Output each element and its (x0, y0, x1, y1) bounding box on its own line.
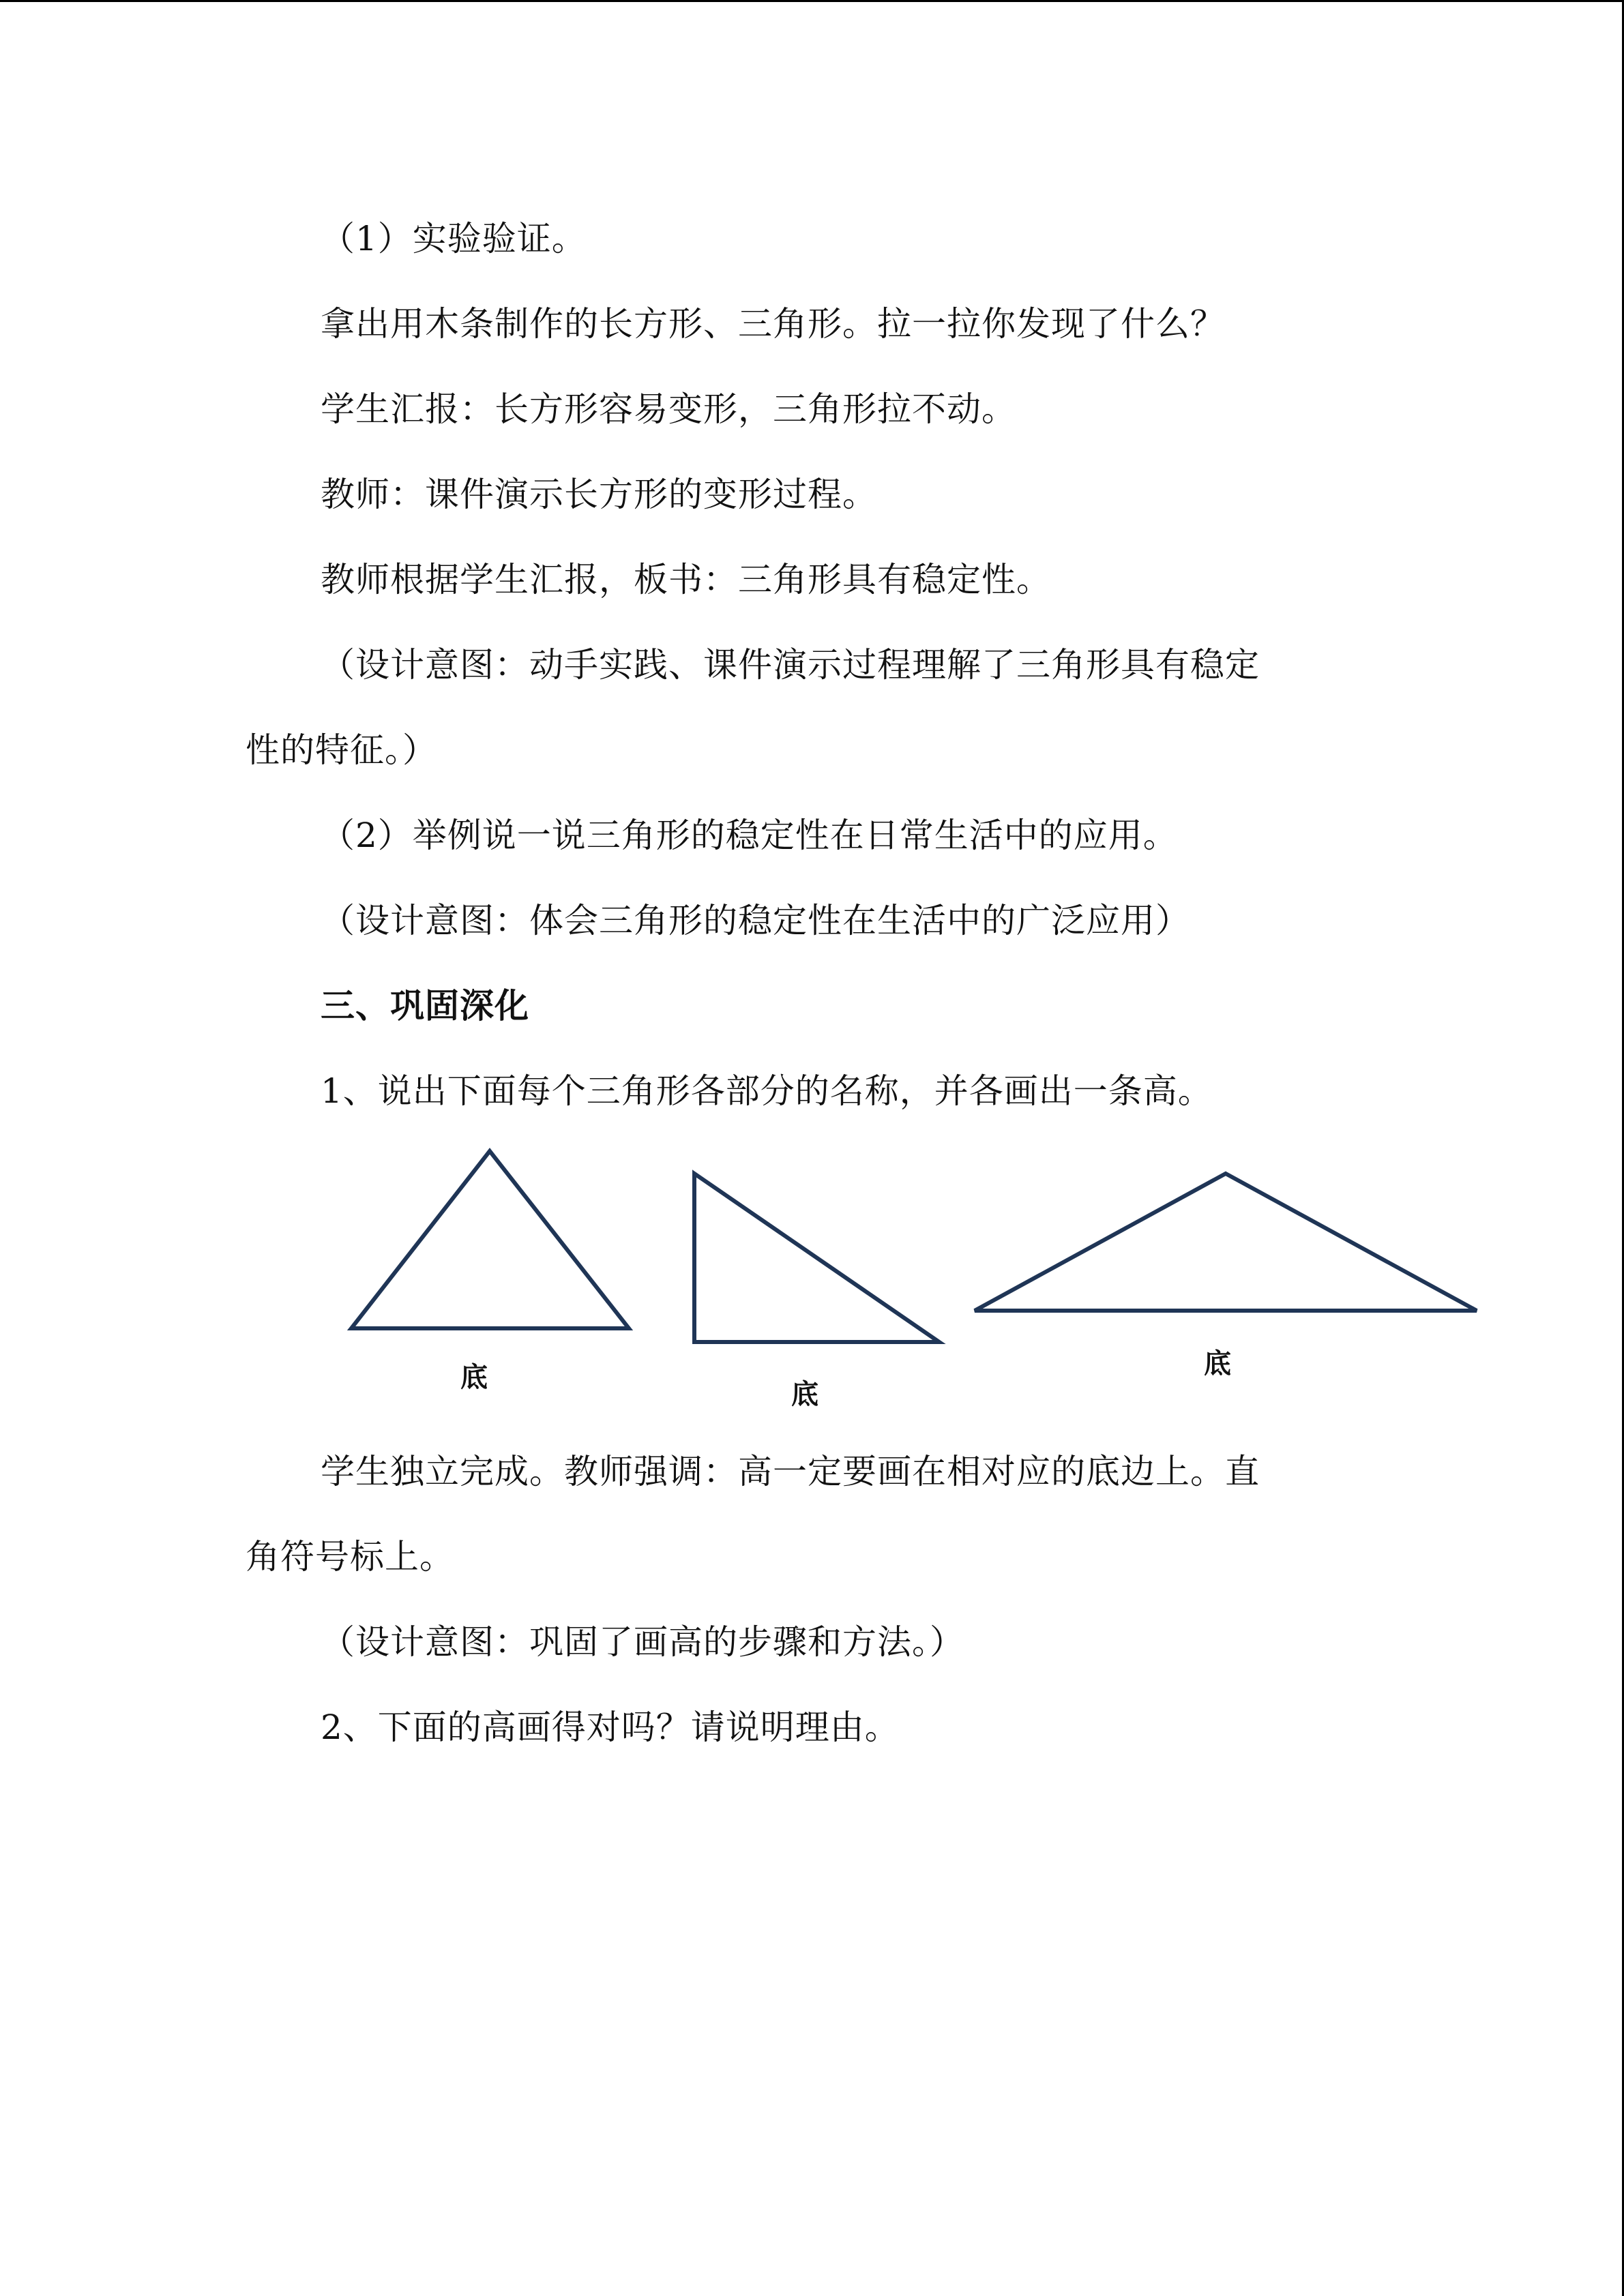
paragraph-teacher-demo: 教师：课件演示长方形的变形过程。 (321, 475, 877, 514)
triangle-right (694, 1174, 939, 1342)
paragraph-student-complete-a: 学生独立完成。教师强调：高一定要画在相对应的底边上。直 (321, 1452, 1260, 1491)
paragraph-student-complete-b: 角符号标上。 (246, 1537, 454, 1577)
triangle-acute (351, 1151, 629, 1328)
exercise-2: 2、下面的高画得对吗？请说明理由。 (321, 1708, 900, 1747)
paragraph-examples: （2）举例说一说三角形的稳定性在日常生活中的应用。 (321, 816, 1178, 855)
paragraph-wood-strips: 拿出用木条制作的长方形、三角形。拉一拉你发现了什么？ (321, 304, 1225, 344)
paragraph-student-report: 学生汇报：长方形容易变形，三角形拉不动。 (321, 389, 1016, 429)
base-label-2: 底 (791, 1379, 818, 1410)
base-label-3: 底 (1204, 1348, 1231, 1380)
paragraph-board-note: 教师根据学生汇报，板书：三角形具有稳定性。 (321, 560, 1051, 599)
paragraph-design-intent-1a: （设计意图：动手实践、课件演示过程理解了三角形具有稳定 (321, 645, 1260, 685)
paragraph-experiment-title: （1）实验验证。 (321, 219, 587, 258)
paragraph-design-intent-1b: 性的特征。） (246, 730, 437, 770)
exercise-1: 1、说出下面每个三角形各部分的名称，并各画出一条高。 (321, 1071, 1213, 1111)
section-heading: 三、巩固深化 (321, 985, 529, 1026)
base-label-1: 底 (460, 1362, 488, 1393)
triangle-obtuse (975, 1174, 1477, 1311)
page-border-top (0, 0, 1624, 2)
paragraph-design-intent-2: （设计意图：体会三角形的稳定性在生活中的广泛应用） (321, 901, 1190, 940)
paragraph-design-intent-3: （设计意图：巩固了画高的步骤和方法。） (321, 1622, 964, 1662)
